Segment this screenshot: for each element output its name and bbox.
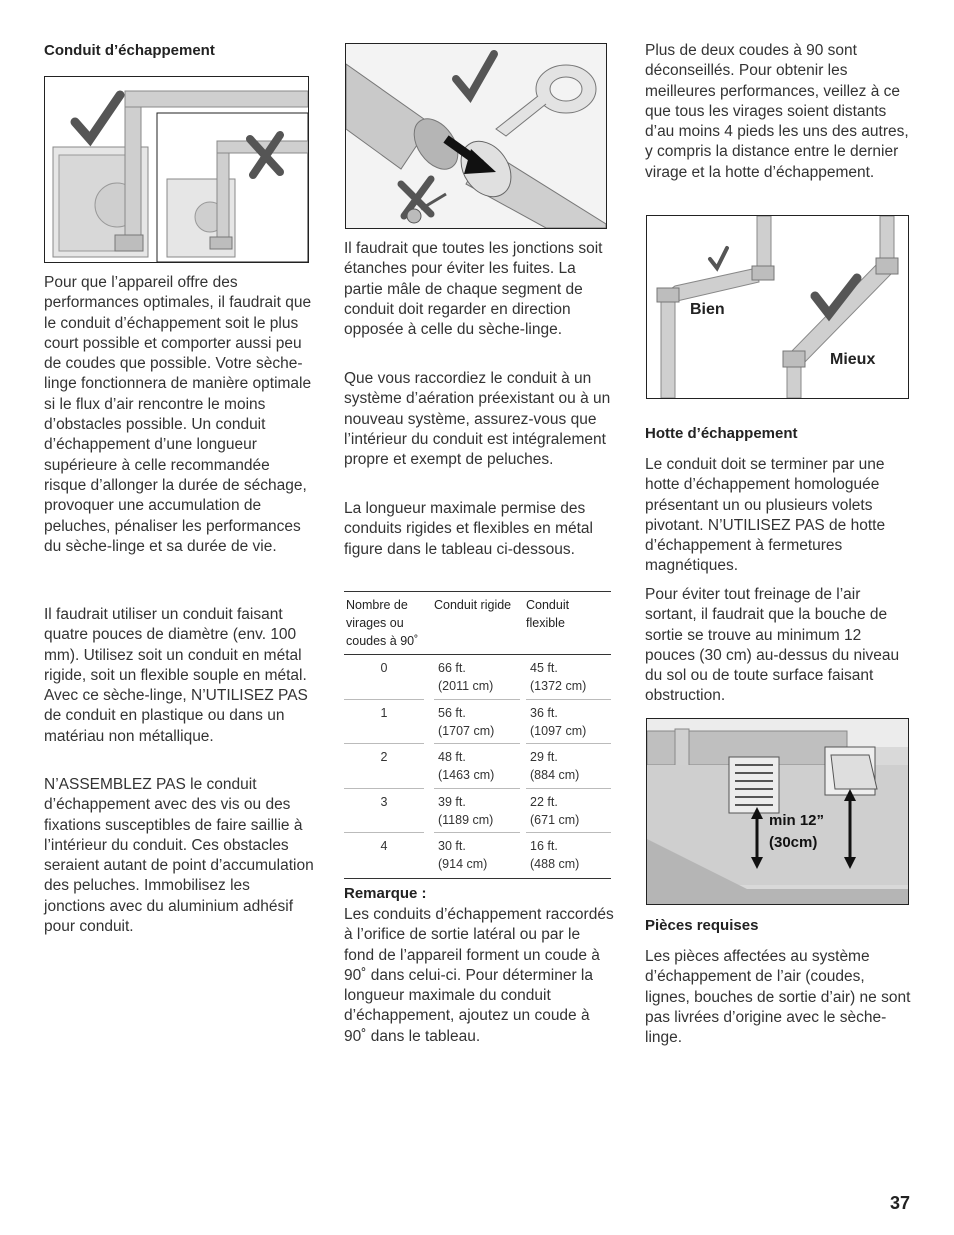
check-icon <box>456 54 494 96</box>
hood-vent <box>825 747 877 795</box>
cell-rigid-cm: (914 cm) <box>438 857 488 872</box>
check-icon-small <box>710 248 727 268</box>
label-min-clearance-cm: (30cm) <box>769 834 818 851</box>
table-row <box>344 744 611 789</box>
cell-rigid <box>438 704 494 740</box>
cell-rigid <box>438 793 493 829</box>
table-row <box>344 833 611 878</box>
cell-flexible <box>530 659 586 695</box>
cell-rigid-ft: 66 ft. <box>438 661 466 675</box>
cell-flexible <box>530 837 579 873</box>
check-icon <box>75 95 120 139</box>
cell-flex-cm: (1097 cm) <box>530 723 587 738</box>
cell-flex-ft: 45 ft. <box>530 661 558 675</box>
duct-route-better <box>783 216 898 398</box>
paragraph-max-length-intro: La longueur maximale permise des conduits rigides et flexibles en métal figure dans le tableau ci-dessous. <box>344 500 593 558</box>
paragraph-remark: Les conduits d’échappement raccordés à l’orifice de sortie latéral ou par le fond de l’appareil forment un coude à 90˚ dans celui-ci. Pour déterminer la longueur maximale du conduit d’échappement, ajoutez un coude à 90˚ dans le tableau. <box>344 906 614 1045</box>
cell-rigid-cm: (2011 cm) <box>438 679 494 693</box>
duct-segment-male <box>346 64 467 177</box>
figure-good-better-routing <box>646 215 909 399</box>
remark-title: Remarque : <box>344 885 427 902</box>
cell-flex-ft: 16 ft. <box>530 839 558 854</box>
figure-hood-clearance <box>646 718 909 905</box>
table-header-flexible: Conduit flexible <box>526 598 570 630</box>
cell-flex-ft: 36 ft. <box>530 705 558 720</box>
page-number: 37 <box>889 1193 910 1213</box>
table-header-rigid: Conduit rigide <box>434 598 512 612</box>
cell-elbows: 2 <box>380 750 388 765</box>
section-heading-required-parts: Pièces requises <box>645 917 759 934</box>
paragraph-duct-diameter: Il faudrait utiliser un conduit faisant quatre pouces de diamètre (env. 100 mm). Utilisez soit un conduit en métal rigide, soit un flexible souple en métal. Avec ce sèche-linge, N’UTILISEZ PAS de conduit en plastique ou dans un matériau non métallique. <box>44 606 308 745</box>
cell-flexible <box>530 748 579 784</box>
cell-flex-ft: 29 ft. <box>530 750 558 765</box>
cell-flex-ft: 22 ft. <box>530 794 558 809</box>
cell-rigid-cm: (1189 cm) <box>438 812 494 827</box>
cell-elbows: 0 <box>380 661 388 675</box>
cell-rigid-ft: 39 ft. <box>438 794 466 809</box>
section-heading-exhaust-hood: Hotte d’échappement <box>645 425 798 442</box>
cell-rigid <box>438 659 493 695</box>
table-row <box>344 789 611 834</box>
figure-duct-joint <box>345 43 607 229</box>
table-header-elbows: Nombre de virages ou coudes à 90˚ <box>346 598 419 648</box>
table-row <box>344 700 611 745</box>
table-row <box>344 655 611 700</box>
tape-roll-icon <box>496 65 596 136</box>
cell-rigid <box>438 748 494 784</box>
cell-elbows: 3 <box>380 794 388 809</box>
max-length-table <box>344 591 611 879</box>
paragraph-hood-requirement: Le conduit doit se terminer par une hotte d’échappement homologuée présentant un ou plusieurs volets pivotant. N’UTILISEZ PAS de hotte d’échappement à fermetures magnétiques. <box>645 456 886 575</box>
cell-flex-cm: (671 cm) <box>530 812 580 827</box>
label-better: Mieux <box>830 351 876 368</box>
figure-dryer-duct-routing <box>44 76 309 263</box>
cell-flex-cm: (884 cm) <box>530 768 580 783</box>
paragraph-elbow-spacing: Plus de deux coudes à 90 sont déconseillés. Pour obtenir les meilleures performances, veillez à ce que tous les virages soient distants d’au moins 4 pieds les uns des autres, y compris la distance entre le dernier virage et la hotte d’échappement. <box>645 42 909 181</box>
paragraph-clean-duct: Que vous raccordiez le conduit à un système d’aération préexistant ou à un nouveau système, assurez-vous que l’intérieur du conduit est intégralement propre et exempt de peluches. <box>344 370 611 469</box>
cell-rigid-cm: (1463 cm) <box>438 768 495 783</box>
cell-rigid-ft: 56 ft. <box>438 705 466 720</box>
cell-flex-cm: (1372 cm) <box>530 679 587 693</box>
paragraph-parts-not-included: Les pièces affectées au système d’échappement de l’air (coudes, lignes, bouches de sortie d’air) ne sont pas livrées d’origine avec le sèche-linge. <box>645 948 911 1047</box>
label-good: Bien <box>690 301 725 318</box>
cell-flexible <box>530 704 586 740</box>
table-header <box>344 592 611 655</box>
cell-rigid-cm: (1707 cm) <box>438 723 495 738</box>
paragraph-no-screws: N’ASSEMBLEZ PAS le conduit d’échappement avec des vis ou des fixations susceptibles de faire saillie à l’intérieur du conduit. Ces obstacles seraient autant de point d’accumulation des peluches. Immobilisez les jonctions avec du aluminium adhésif pour conduit. <box>44 776 314 936</box>
cell-rigid-ft: 30 ft. <box>438 839 466 854</box>
label-min-clearance: min 12” <box>769 812 825 829</box>
paragraph-sealed-joints: Il faudrait que toutes les jonctions soit étanches pour éviter les fuites. La partie mâle de chaque segment de conduit doit regarder en direction opposée à celle du sèche-linge. <box>344 240 603 339</box>
cell-elbows: 4 <box>380 839 388 854</box>
cell-flex-cm: (488 cm) <box>530 857 580 872</box>
section-heading-exhaust-duct: Conduit d’échappement <box>44 42 215 59</box>
table-body <box>344 655 611 878</box>
duct-segment-female <box>451 132 606 228</box>
louvered-vent <box>729 757 779 813</box>
cell-flexible <box>530 793 579 829</box>
paragraph-duct-performance: Pour que l’appareil offre des performances optimales, il faudrait que le conduit d’échappement soit le plus court possible et comporter aussi peu de coudes que possible. Votre sèche-linge fonctionnera de manière optimale si le flux d’air rencontre le moins d’obstacles possible. Un conduit d’échappement d’une longueur supérieure à celle recommandée risque d’allonger la durée de séchage, provoquer une accumulation de peluches, pénaliser les performances du sèche-linge et sa durée de vie. <box>44 274 312 555</box>
cell-rigid <box>438 837 487 873</box>
paragraph-hood-height: Pour éviter tout freinage de l’air sortant, il faudrait que la bouche de sortie se trouve au minimum 12 pouces (30 cm) au-dessus du niveau du sol ou de toute surface faisant obstruction. <box>645 586 900 705</box>
cell-elbows: 1 <box>380 705 388 720</box>
cell-rigid-ft: 48 ft. <box>438 750 466 765</box>
